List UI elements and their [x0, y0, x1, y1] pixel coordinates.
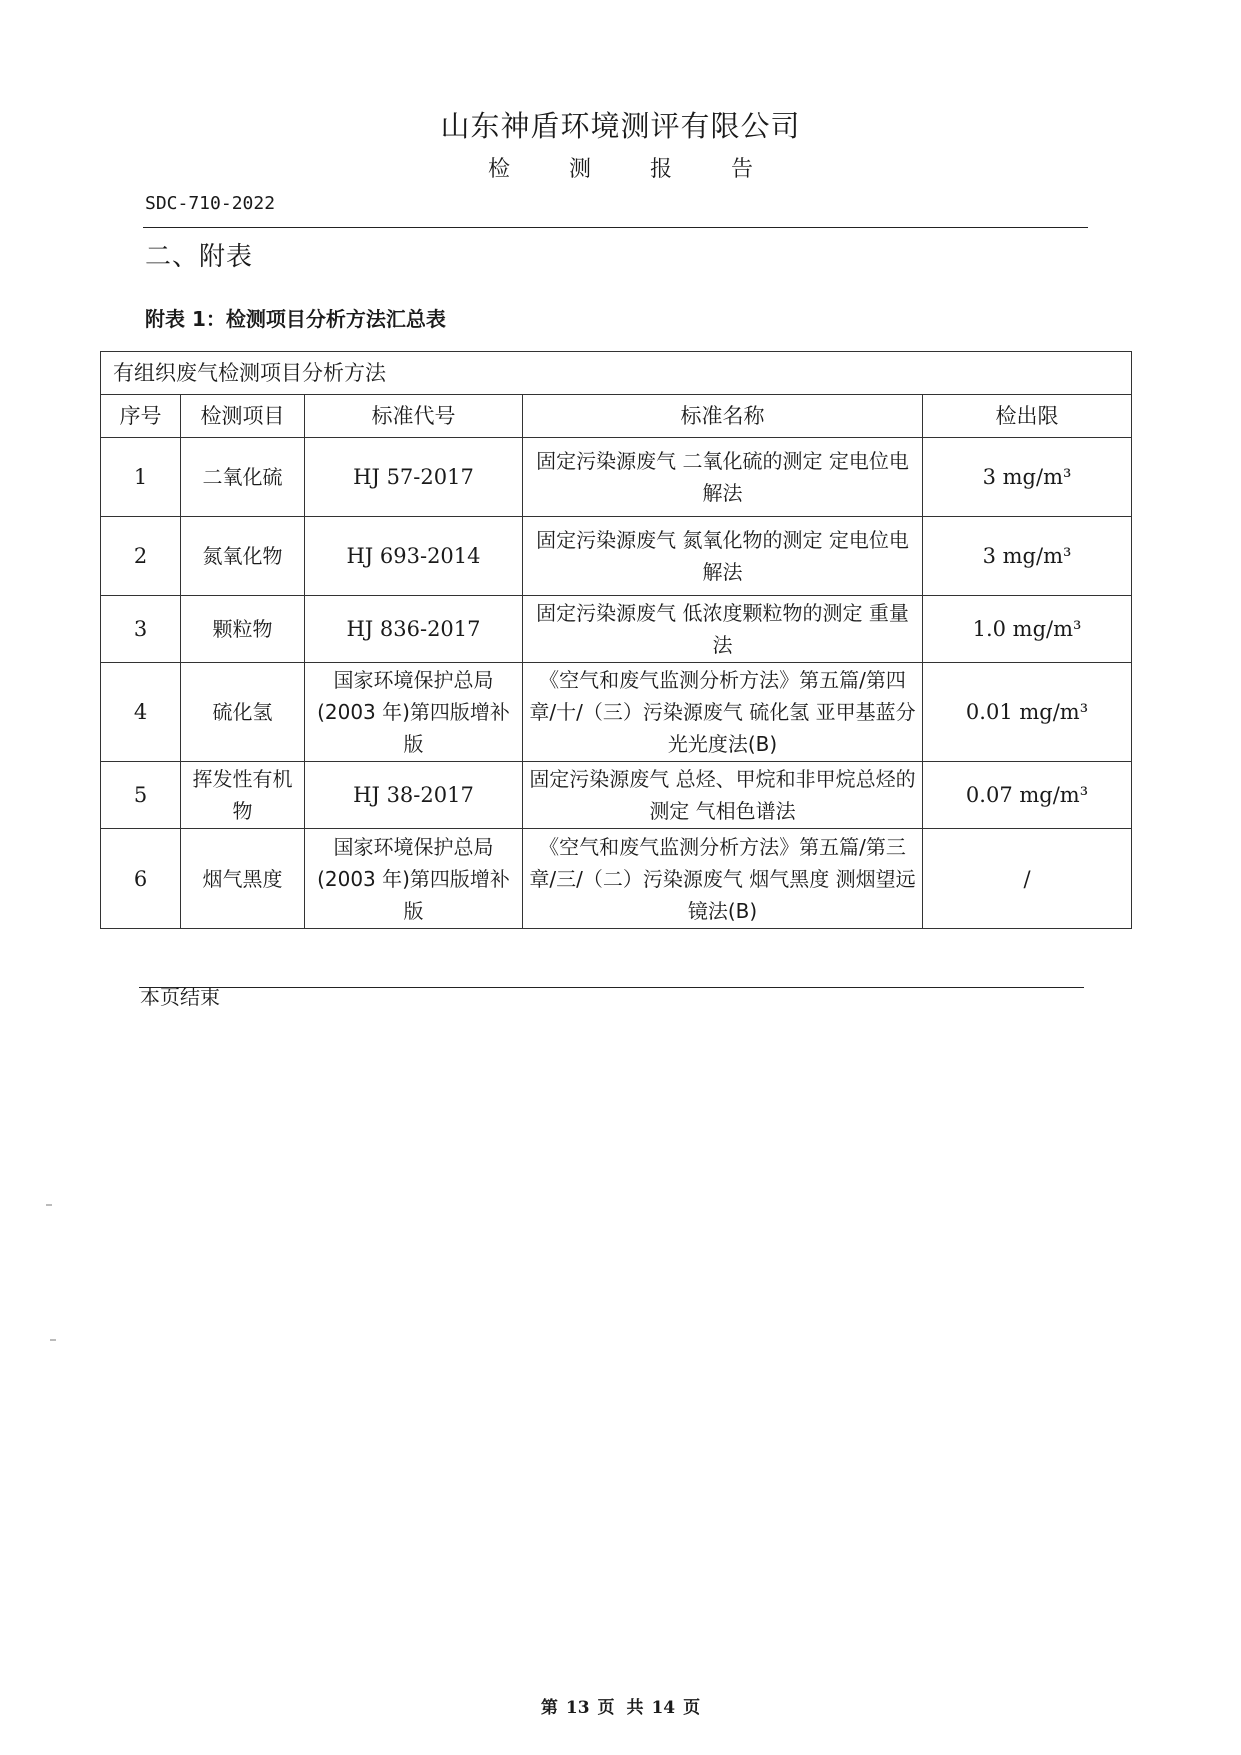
row-code: 国家环境保护总局(2003 年)第四版增补版 [305, 829, 523, 929]
header-code: 标准代号 [305, 395, 523, 438]
row-method-name: 固定污染源废气 总烃、甲烷和非甲烷总烃的测定 气相色谱法 [523, 762, 923, 829]
row-method-name: 《空气和废气监测分析方法》第五篇/第三章/三/（二）污染源废气 烟气黑度 测烟望远镜法(B) [523, 829, 923, 929]
header-item: 检测项目 [181, 395, 305, 438]
header-divider [143, 227, 1088, 228]
row-item: 烟气黑度 [181, 829, 305, 929]
table-title: 有组织废气检测项目分析方法 [101, 352, 1132, 395]
row-no: 6 [101, 829, 181, 929]
row-code: HJ 693-2014 [305, 517, 523, 596]
table-row [101, 517, 1132, 596]
row-item: 二氧化硫 [181, 438, 305, 517]
row-item: 颗粒物 [181, 596, 305, 663]
row-code: 国家环境保护总局(2003 年)第四版增补版 [305, 663, 523, 762]
table-row [101, 663, 1132, 762]
table-row [101, 829, 1132, 929]
table-row [101, 438, 1132, 517]
header-limit: 检出限 [923, 395, 1132, 438]
row-no: 5 [101, 762, 181, 829]
row-method-name: 《空气和废气监测分析方法》第五篇/第四章/十/（三）污染源废气 硫化氢 亚甲基蓝分光光度法(B) [523, 663, 923, 762]
analysis-method-table [100, 351, 1132, 929]
page-total: 14 [651, 1698, 676, 1718]
page-mid: 页 共 [597, 1698, 644, 1718]
page-end-label: 本页结束 [140, 985, 220, 1009]
table-caption: 附表 1：检测项目分析方法汇总表 [145, 307, 446, 331]
page-current: 13 [565, 1698, 590, 1718]
row-item: 挥发性有机物 [181, 762, 305, 829]
row-code: HJ 836-2017 [305, 596, 523, 663]
page-prefix: 第 [540, 1698, 558, 1718]
row-no: 4 [101, 663, 181, 762]
page-suffix: 页 [683, 1698, 701, 1718]
company-name: 山东神盾环境测评有限公司 [440, 109, 801, 143]
table-row [101, 596, 1132, 663]
scan-speck [46, 1204, 52, 1206]
row-limit: 0.07 mg/m³ [923, 762, 1132, 829]
row-limit: 3 mg/m³ [923, 438, 1132, 517]
row-limit: 0.01 mg/m³ [923, 663, 1132, 762]
report-title: 检 测 报 告 [488, 157, 779, 182]
row-method-name: 固定污染源废气 二氧化硫的测定 定电位电解法 [523, 438, 923, 517]
row-item: 硫化氢 [181, 663, 305, 762]
page-number [0, 1696, 1241, 1720]
row-no: 3 [101, 596, 181, 663]
row-code: HJ 57-2017 [305, 438, 523, 517]
row-code: HJ 38-2017 [305, 762, 523, 829]
row-limit: / [923, 829, 1132, 929]
header-name: 标准名称 [523, 395, 923, 438]
page-end-divider [139, 987, 1084, 988]
table-header-row [101, 395, 1132, 438]
row-limit: 3 mg/m³ [923, 517, 1132, 596]
row-limit: 1.0 mg/m³ [923, 596, 1132, 663]
scan-speck [50, 1339, 56, 1341]
section-heading: 二、附表 [145, 242, 254, 272]
document-code: SDC-710-2022 [145, 193, 276, 214]
table-row [101, 762, 1132, 829]
row-no: 1 [101, 438, 181, 517]
row-item: 氮氧化物 [181, 517, 305, 596]
header-no: 序号 [101, 395, 181, 438]
row-method-name: 固定污染源废气 氮氧化物的测定 定电位电解法 [523, 517, 923, 596]
row-method-name: 固定污染源废气 低浓度颗粒物的测定 重量法 [523, 596, 923, 663]
row-no: 2 [101, 517, 181, 596]
